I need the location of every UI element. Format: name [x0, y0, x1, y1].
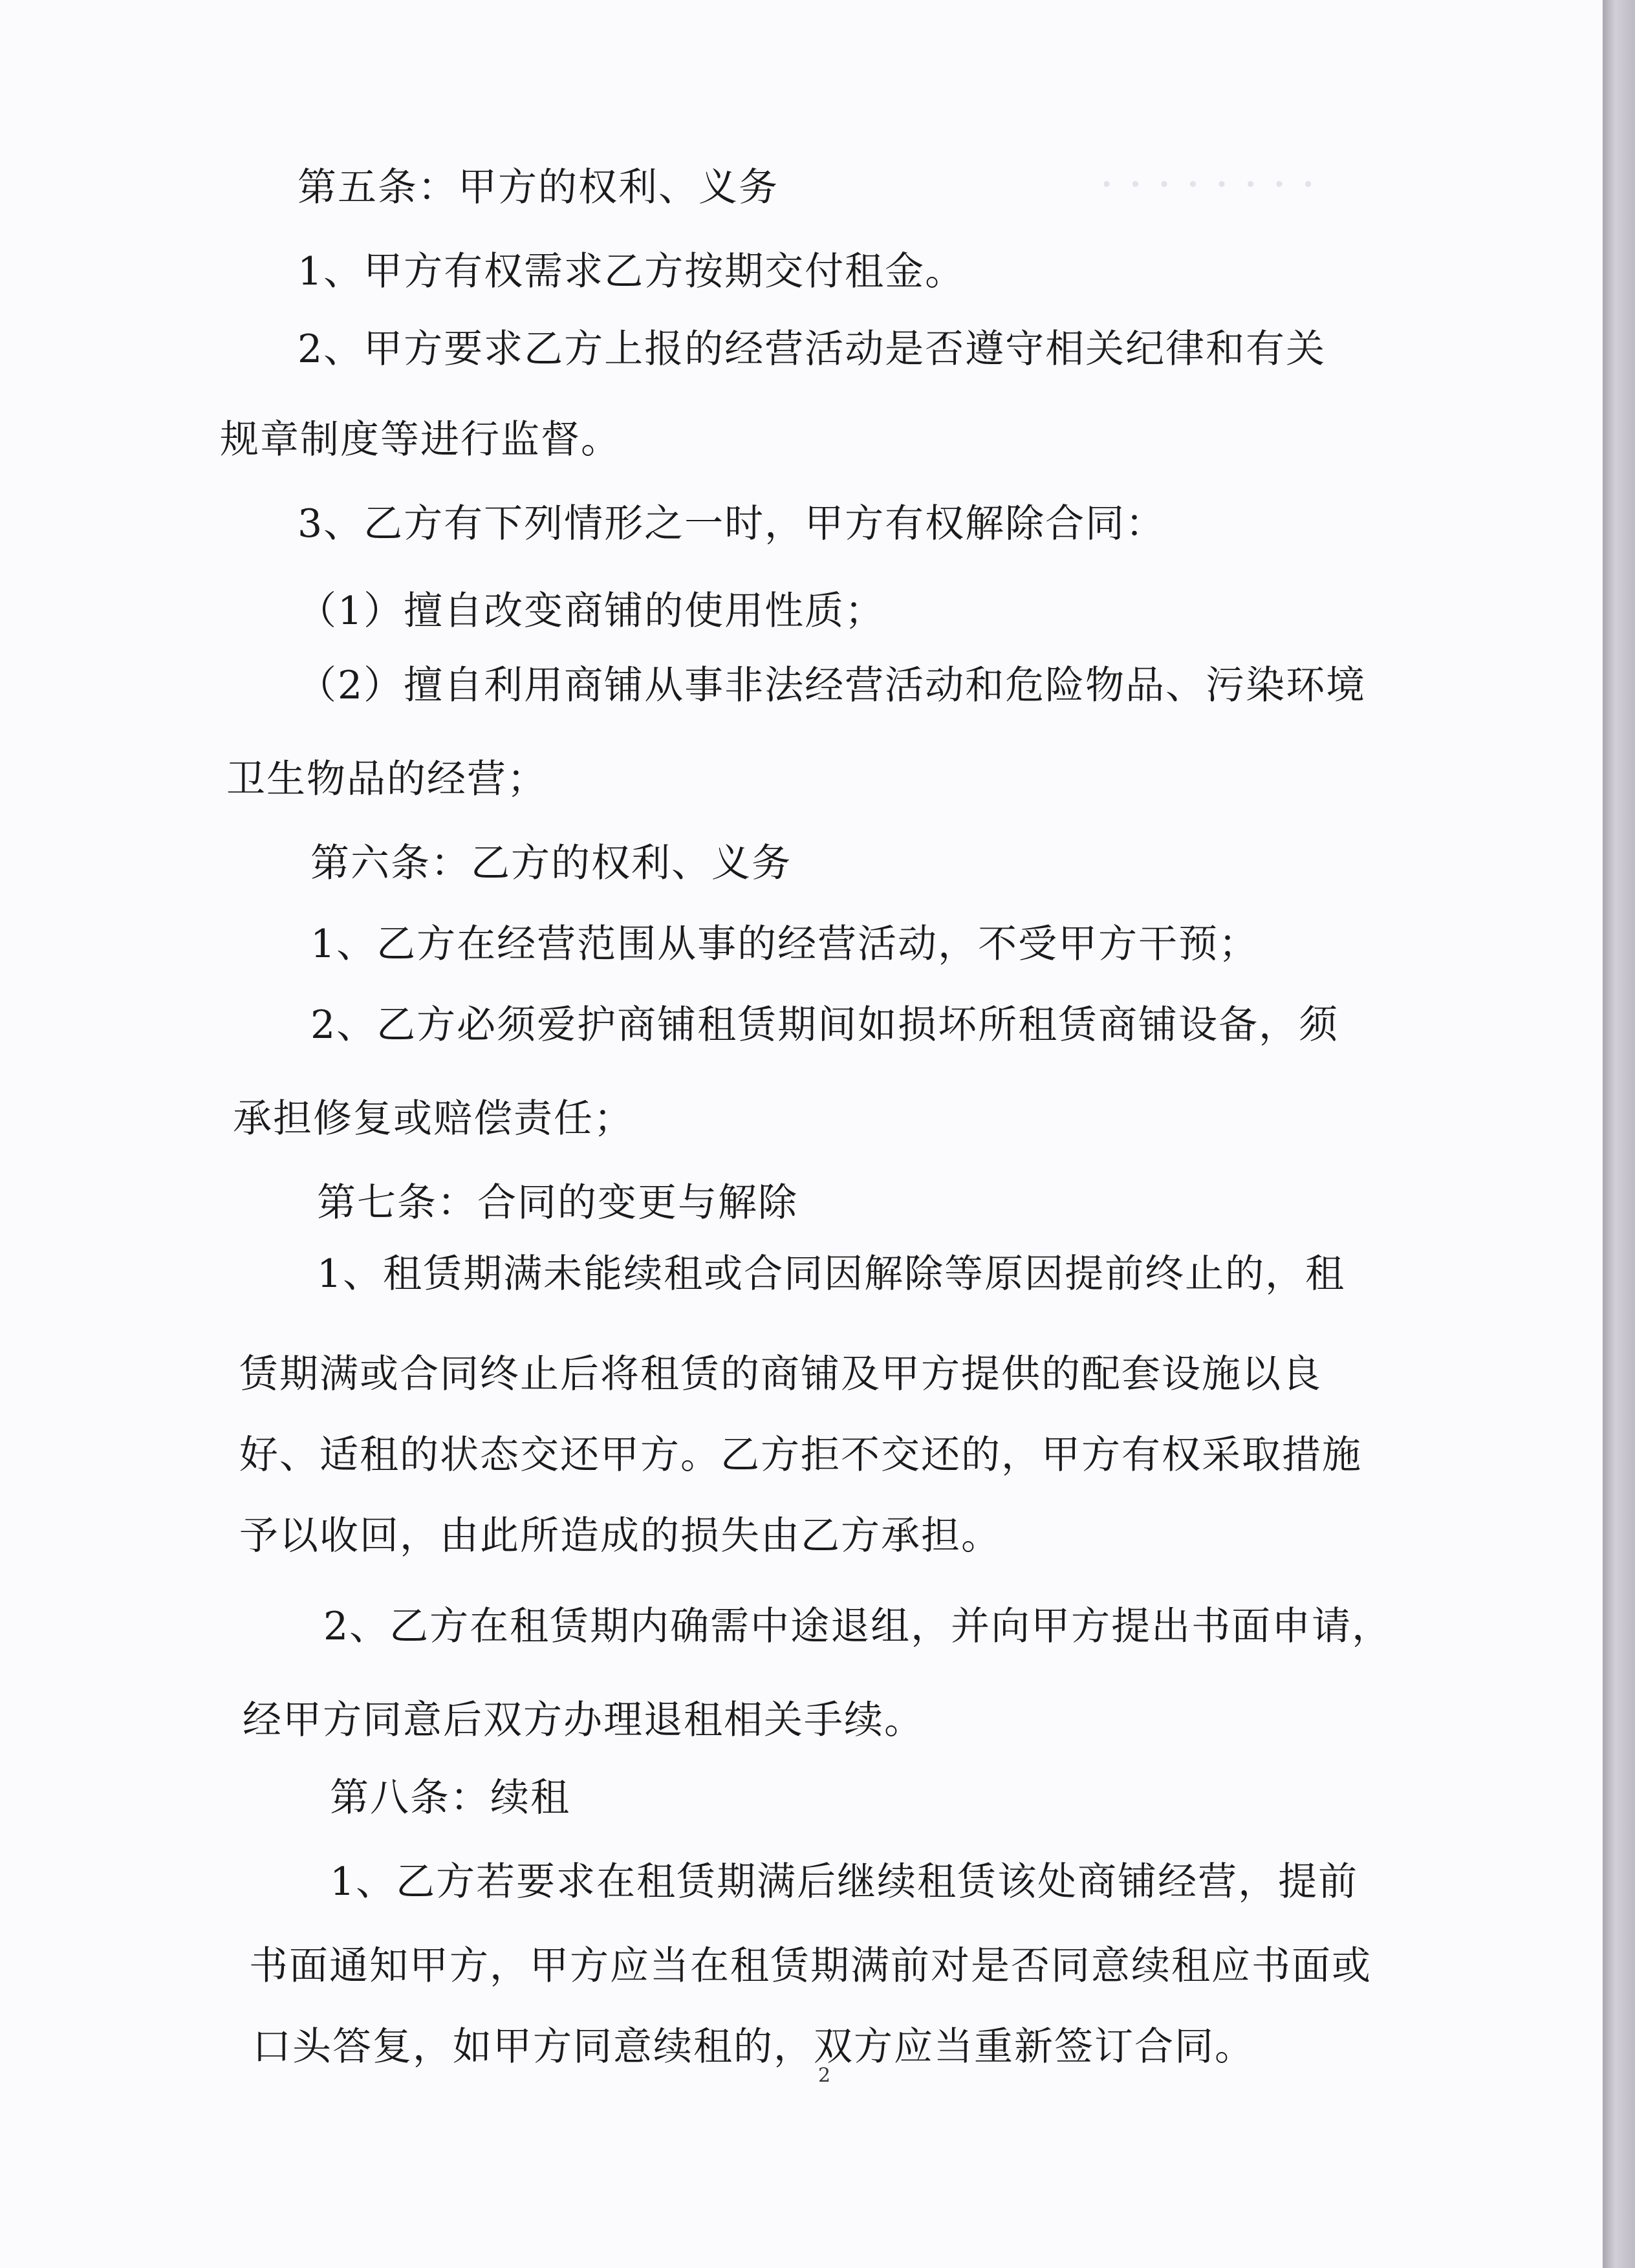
section-7-item-1-cont-2: 好、适租的状态交还甲方。乙方拒不交还的，甲方有权采取措施 [239, 1432, 1362, 1478]
section-5-item-2-cont: 规章制度等进行监督。 [220, 417, 621, 462]
section-7-item-2: 2、乙方在租赁期内确需中途退组，并向甲方提出书面申请， [323, 1604, 1392, 1649]
section-5-item-3-sub-1: （1）擅自改变商铺的使用性质； [298, 589, 885, 634]
section-6-item-1: 1、乙方在经营范围从事的经营活动，不受甲方干预； [310, 922, 1259, 967]
show-through-text: · · · · · · · · [1099, 158, 1316, 211]
section-8-item-1: 1、乙方若要求在租赁期满后继续租赁该处商铺经营，提前 [330, 1859, 1359, 1905]
section-6-item-2-cont: 承担修复或赔偿责任； [233, 1096, 634, 1141]
section-5-item-2: 2、甲方要求乙方上报的经营活动是否遵守相关纪律和有关 [298, 327, 1326, 372]
section-7-item-1: 1、租赁期满未能续租或合同因解除等原因提前终止的，租 [317, 1251, 1346, 1297]
section-5-item-3-sub-2: （2）擅自利用商铺从事非法经营活动和危险物品、污染环境 [298, 663, 1367, 708]
section-6-heading: 第六条：乙方的权利、义务 [310, 841, 792, 886]
section-7-item-1-cont-1: 赁期满或合同终止后将租赁的商铺及甲方提供的配套设施以良 [239, 1352, 1322, 1397]
section-5-item-3-sub-2-cont: 卫生物品的经营； [226, 757, 547, 802]
page-number: 2 [818, 2064, 831, 2087]
section-7-item-2-cont: 经甲方同意后双方办理退租相关手续。 [243, 1698, 924, 1743]
scanner-edge [1603, 0, 1635, 2268]
section-7-item-1-cont-3: 予以收回，由此所造成的损失由乙方承担。 [239, 1513, 1001, 1559]
section-8-item-1-cont-1: 书面通知甲方，甲方应当在租赁期满前对是否同意续租应书面或 [249, 1943, 1372, 1989]
section-5-heading: 第五条：甲方的权利、义务 [298, 165, 779, 210]
section-8-item-1-cont-2: 口头答复，如甲方同意续租的，双方应当重新签订合同。 [252, 2024, 1255, 2069]
section-7-heading: 第七条：合同的变更与解除 [317, 1180, 798, 1226]
section-8-heading: 第八条：续租 [330, 1775, 570, 1820]
section-5-item-1: 1、甲方有权需求乙方按期交付租金。 [298, 249, 966, 294]
section-5-item-3: 3、乙方有下列情形之一时，甲方有权解除合同： [298, 501, 1166, 546]
section-6-item-2: 2、乙方必须爱护商铺租赁期间如损坏所租赁商铺设备，须 [310, 1002, 1339, 1048]
